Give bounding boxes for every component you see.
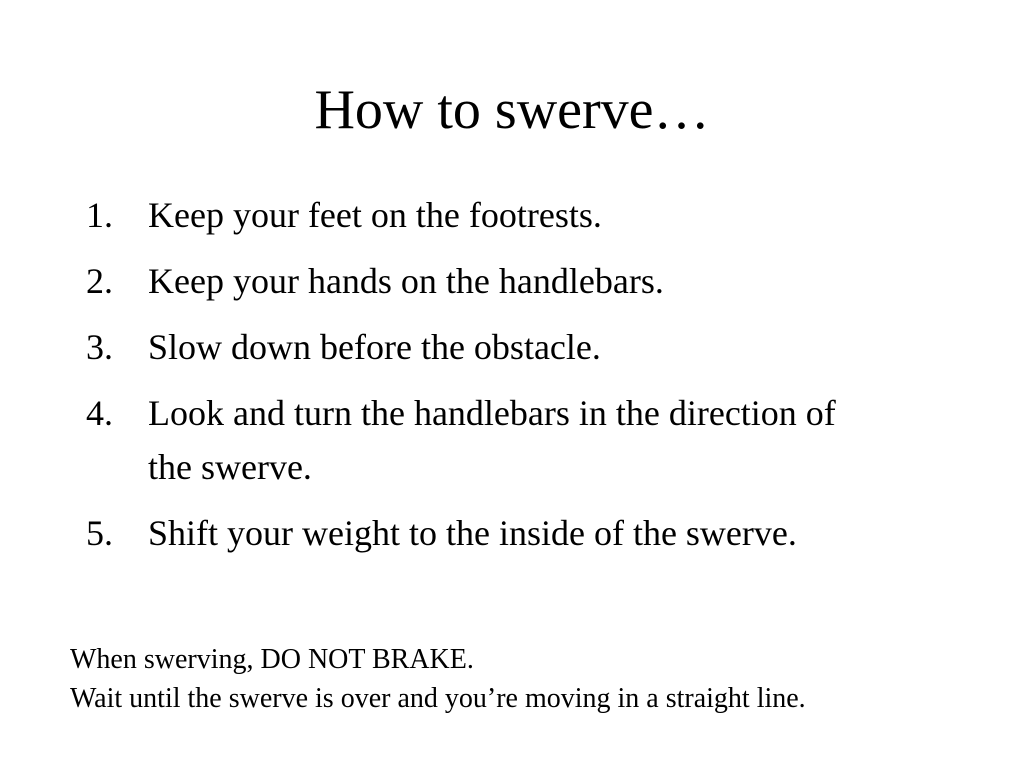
step-number: 2.	[86, 261, 113, 301]
step-text: Slow down before the obstacle.	[148, 327, 601, 367]
note-line-1: When swerving, DO NOT BRAKE.	[70, 644, 474, 675]
swerve-steps-list	[86, 188, 866, 572]
step-number: 1.	[86, 195, 113, 235]
step-text: Look and turn the handlebars in the direction of the swerve.	[148, 393, 836, 487]
step-text: Keep your hands on the handlebars.	[148, 261, 664, 301]
step-text: Keep your feet on the footrests.	[148, 195, 602, 235]
list-item-step-5	[86, 506, 866, 560]
slide-title: How to swerve…	[314, 79, 710, 141]
step-text: Shift your weight to the inside of the swerve.	[148, 513, 797, 553]
note-line-2: Wait until the swerve is over and you’re moving in a straight line.	[70, 683, 806, 714]
step-number: 4.	[86, 393, 113, 433]
step-number: 3.	[86, 327, 113, 367]
step-number: 5.	[86, 513, 113, 553]
braking-note	[70, 640, 1010, 718]
list-item-step-4	[86, 386, 866, 494]
list-item-step-1	[86, 188, 866, 242]
list-item-step-2	[86, 254, 866, 308]
list-item-step-3	[86, 320, 866, 374]
